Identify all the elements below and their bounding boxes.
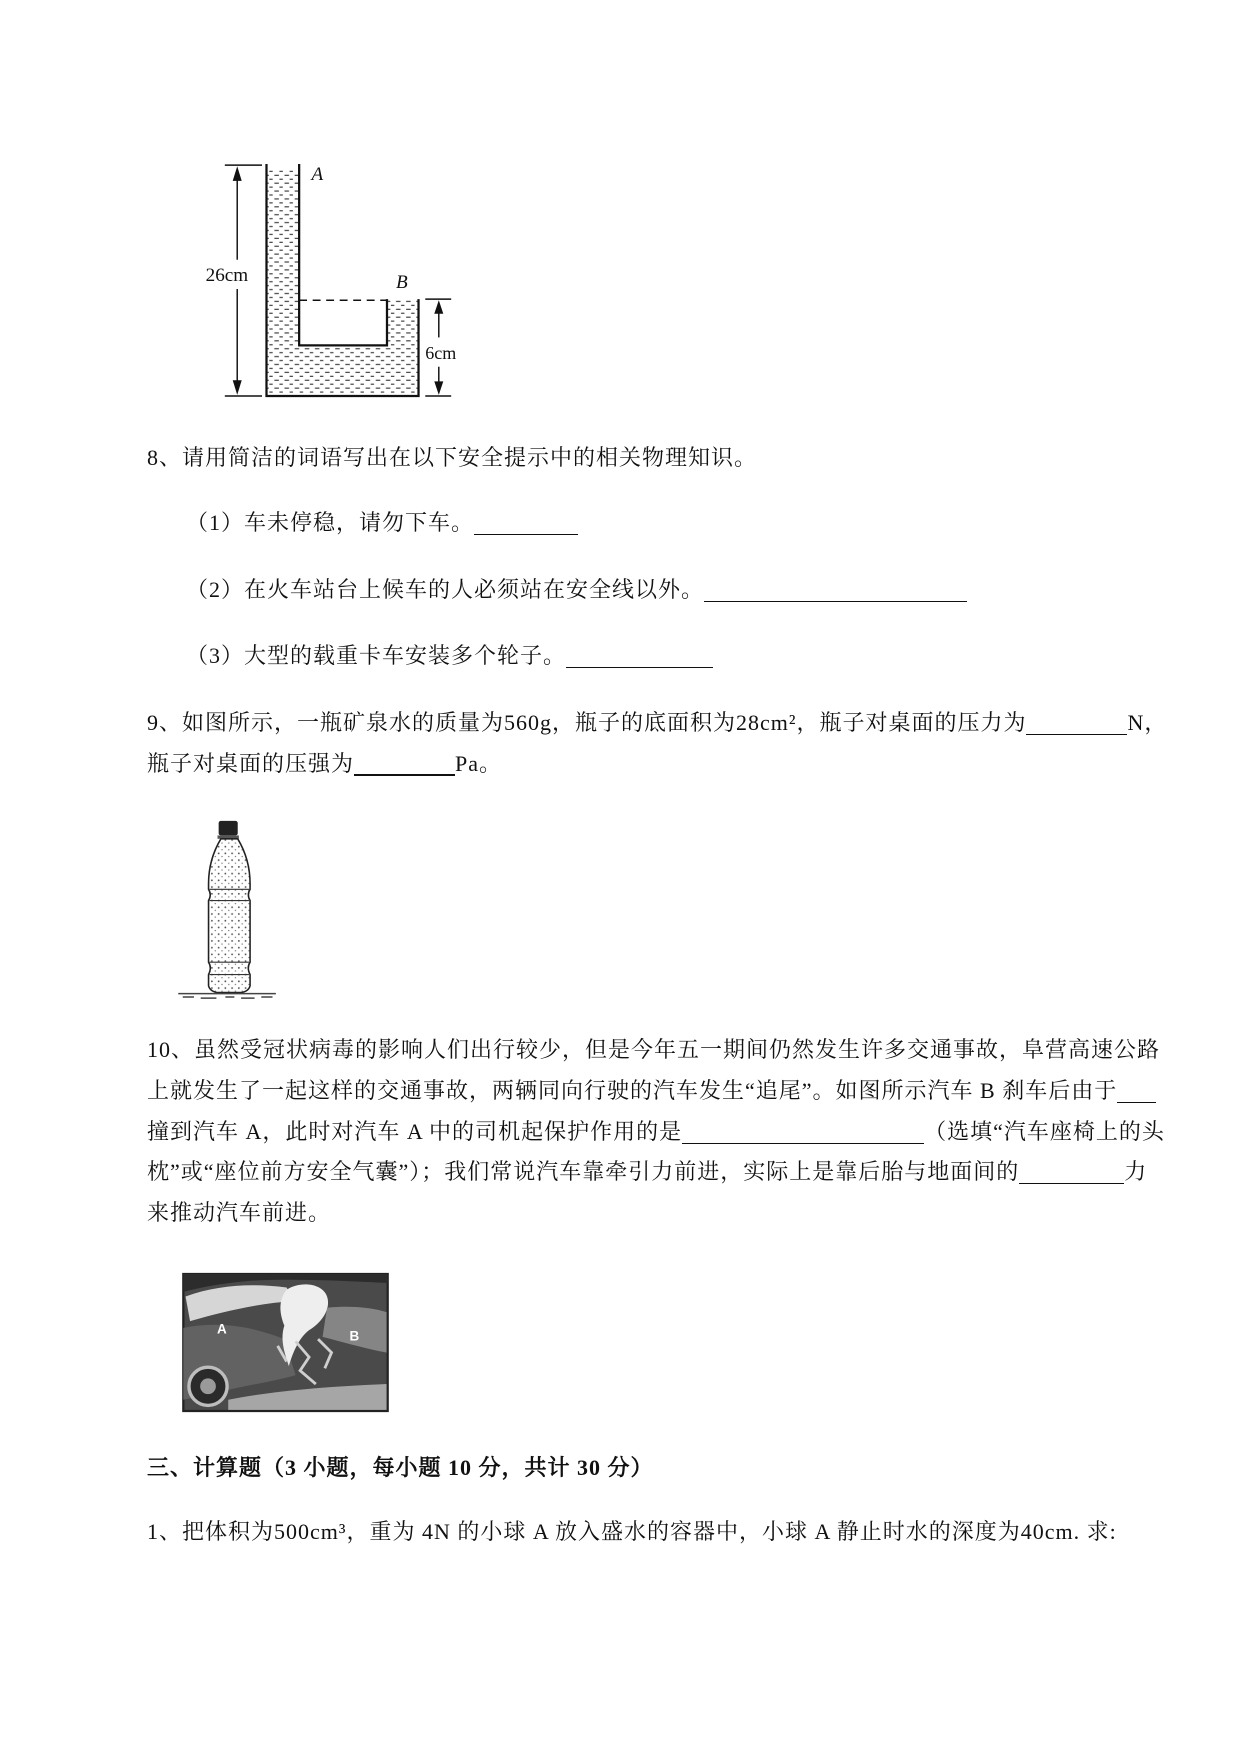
answer-blank (682, 1121, 924, 1144)
calc-q1-stem: 1、把体积为500cm³，重为 4N 的小球 A 放入盛水的容器中，小球 A 静止时水的深度为40cm. 求: (147, 1519, 1117, 1544)
q9-line-1-text: 9、如图所示，一瓶矿泉水的质量为560g，瓶子的底面积为28cm²，瓶子对桌面的压力为 (147, 710, 1027, 735)
answer-blank (354, 752, 455, 776)
q9-line-1-unit: N， (1127, 710, 1168, 735)
table-surface (178, 994, 276, 998)
q9-line-2-unit: Pa。 (455, 751, 503, 776)
q8-item-1-text: （1）车未停稳，请勿下车。 (186, 510, 475, 535)
q10-line-2 (147, 1076, 1156, 1106)
l-shaped-container-diagram (200, 155, 467, 405)
photo-label-car-a: A (217, 1321, 227, 1337)
bottle-cap (219, 821, 238, 836)
photo-label-car-b: B (349, 1328, 360, 1344)
section-heading-calculation: 三、计算题（3 小题，每小题 10 分，共计 30 分） (147, 1455, 654, 1480)
q8-stem: 8、请用简洁的词语写出在以下安全提示中的相关物理知识。 (147, 445, 758, 470)
answer-blank (1117, 1080, 1156, 1103)
dimension-label-right: 6cm (425, 342, 457, 363)
answer-blank (566, 645, 713, 668)
q8-item-3 (186, 641, 713, 671)
q10-line-4-tail: 力 (1124, 1159, 1148, 1184)
q9-line-1 (147, 708, 1167, 738)
q9-line-2-text: 瓶子对桌面的压强为 (147, 751, 355, 776)
q10-line-2-text: 上就发生了一起这样的交通事故，两辆同向行驶的汽车发生“追尾”。如图所示汽车 B 刹车后由于 (147, 1078, 1118, 1103)
arrowhead-up-icon (233, 166, 242, 181)
arrowhead-up-icon (434, 300, 443, 314)
point-label-b: B (396, 271, 408, 293)
q9-line-2 (147, 749, 502, 779)
q8-item-1 (186, 508, 578, 538)
car-a-hubcap (200, 1378, 216, 1394)
q10-line-4 (147, 1157, 1147, 1187)
car-rear-end-photo (183, 1274, 388, 1411)
answer-blank (474, 512, 578, 535)
q10-line-3-text: 撞到汽车 A，此时对汽车 A 中的司机起保护作用的是 (147, 1119, 683, 1144)
q10-line-5: 来推动汽车前进。 (147, 1200, 332, 1225)
arrowhead-down-icon (233, 380, 242, 395)
arrowhead-down-icon (434, 381, 443, 395)
q8-item-2 (186, 575, 967, 605)
answer-blank (1019, 1161, 1124, 1184)
q10-line-3 (147, 1117, 1165, 1147)
water-bottle-figure (176, 817, 277, 1002)
answer-blank (704, 579, 967, 602)
dimension-label-left: 26cm (205, 265, 249, 287)
q10-line-3-tail: （选填“汽车座椅上的头 (924, 1119, 1165, 1144)
q8-item-3-text: （3）大型的载重卡车安装多个轮子。 (186, 643, 567, 668)
q10-line-4-text: 枕”或“座位前方安全气囊”）；我们常说汽车靠牵引力前进，实际上是靠后胎与地面间的 (147, 1159, 1020, 1184)
q8-item-2-text: （2）在火车站台上候车的人必须站在安全线以外。 (186, 577, 705, 602)
bottle-body (209, 839, 251, 993)
point-label-a: A (311, 163, 324, 185)
answer-blank (1026, 712, 1127, 735)
q10-line-1: 10、虽然受冠状病毒的影响人们出行较少，但是今年五一期间仍然发生许多交通事故，阜营高速公路 (147, 1037, 1161, 1062)
